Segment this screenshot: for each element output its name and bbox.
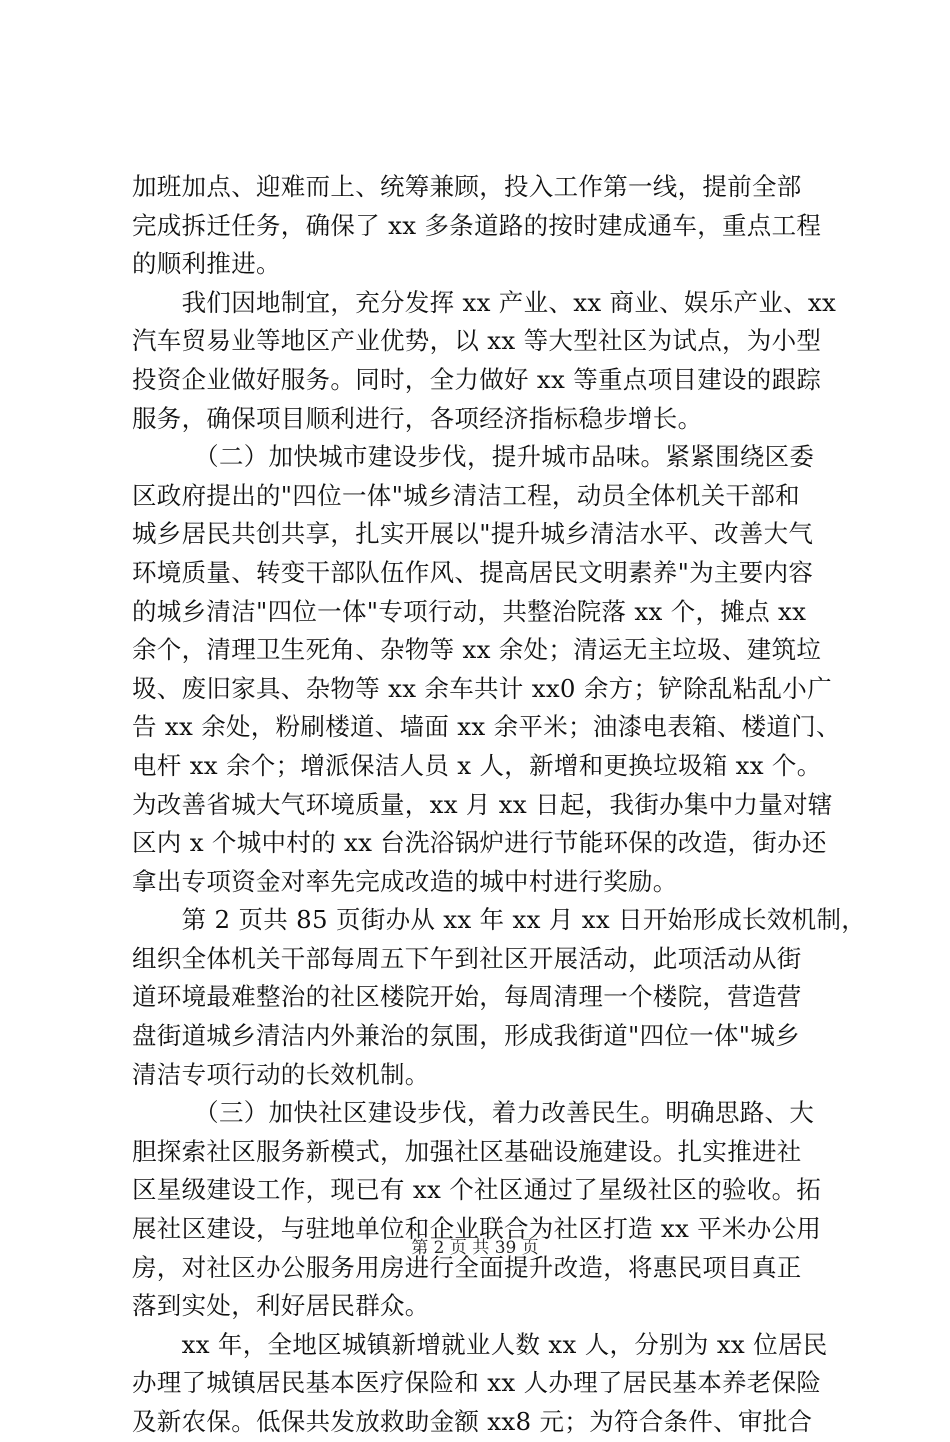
text-line: 的顺利推进。 xyxy=(132,249,281,279)
text-line: 盘街道城乡清洁内外兼治的氛围，形成我街道"四位一体"城乡 xyxy=(132,1021,800,1051)
text-line: 道环境最难整治的社区楼院开始，每周清理一个楼院，营造营 xyxy=(132,982,802,1012)
text-line: 余个，清理卫生死角、杂物等 xx 余处；清运无主垃圾、建筑垃 xyxy=(132,635,822,665)
text-line: 的城乡清洁"四位一体"专项行动，共整治院落 xx 个，摊点 xx xyxy=(132,596,807,626)
text-line: 及新农保。低保共发放救助金额 xx8 元；为符合条件、审批合 xyxy=(132,1407,813,1436)
text-line: 胆探索社区服务新模式，加强社区基础设施建设。扎实推进社 xyxy=(132,1136,802,1166)
text-line: 展社区建设，与驻地单位和企业联合为社区打造 xx 平米办公用 xyxy=(132,1214,822,1244)
text-line: （三）加快社区建设步伐，着力改善民生。明确思路、大 xyxy=(132,1098,815,1128)
text-line: 环境质量、转变干部队伍作风、提高居民文明素养"为主要内容 xyxy=(132,557,814,587)
page-footer: 第 2 页 共 39 页 xyxy=(411,1238,539,1258)
text-line: 服务，确保项目顺利进行，各项经济指标稳步增长。 xyxy=(132,403,703,433)
text-line: 第 2 页共 85 页街办从 xx 年 xx 月 xx 日开始形成长效机制， xyxy=(132,905,867,935)
text-line: 完成拆迁任务，确保了 xx 多条道路的按时建成通车，重点工程 xyxy=(132,210,822,240)
text-line: 区星级建设工作，现已有 xx 个社区通过了星级社区的验收。拓 xyxy=(132,1175,822,1205)
text-line: 拿出专项资金对率先完成改造的城中村进行奖励。 xyxy=(132,866,678,896)
text-line: 落到实处，利好居民群众。 xyxy=(132,1291,430,1321)
text-line: 城乡居民共创共享，扎实开展以"提升城乡清洁水平、改善大气 xyxy=(132,519,814,549)
text-line: （二）加快城市建设步伐，提升城市品味。紧紧围绕区委 xyxy=(132,442,815,472)
text-line: 告 xx 余处，粉刷楼道、墙面 xx 余平米；油漆电表箱、楼道门、 xyxy=(132,712,841,742)
text-line: 我们因地制宜，充分发挥 xx 产业、xx 商业、娱乐产业、xx xyxy=(132,287,837,317)
text-line: 清洁专项行动的长效机制。 xyxy=(132,1059,430,1089)
text-line: 汽车贸易业等地区产业优势，以 xx 等大型社区为试点，为小型 xyxy=(132,326,822,356)
text-line: 区内 x 个城中村的 xx 台洗浴锅炉进行节能环保的改造，街办还 xyxy=(132,828,827,858)
text-line: 为改善省城大气环境质量，xx 月 xx 日起，我街办集中力量对辖 xyxy=(132,789,833,819)
text-line: xx 年，全地区城镇新增就业人数 xx 人，分别为 xx 位居民 xyxy=(132,1329,828,1359)
text-line: 办理了城镇居民基本医疗保险和 xx 人办理了居民基本养老保险 xyxy=(132,1368,822,1398)
text-line: 区政府提出的"四位一体"城乡清洁工程，动员全体机关干部和 xyxy=(132,480,800,510)
text-line: 加班加点、迎难而上、统筹兼顾，投入工作第一线，提前全部 xyxy=(132,172,802,201)
text-line: 组织全体机关干部每周五下午到社区开展活动，此项活动从街 xyxy=(132,943,802,973)
text-line: 房，对社区办公服务用房进行全面提升改造，将惠民项目真正 xyxy=(132,1252,802,1282)
text-line: 投资企业做好服务。同时，全力做好 xx 等重点项目建设的跟踪 xyxy=(132,364,822,394)
text-line: 圾、废旧家具、杂物等 xx 余车共计 xx0 余方；铲除乱粘乱小广 xyxy=(132,673,832,703)
text-line: 电杆 xx 余个；增派保洁人员 x 人，新增和更换垃圾箱 xx 个。 xyxy=(132,750,822,780)
